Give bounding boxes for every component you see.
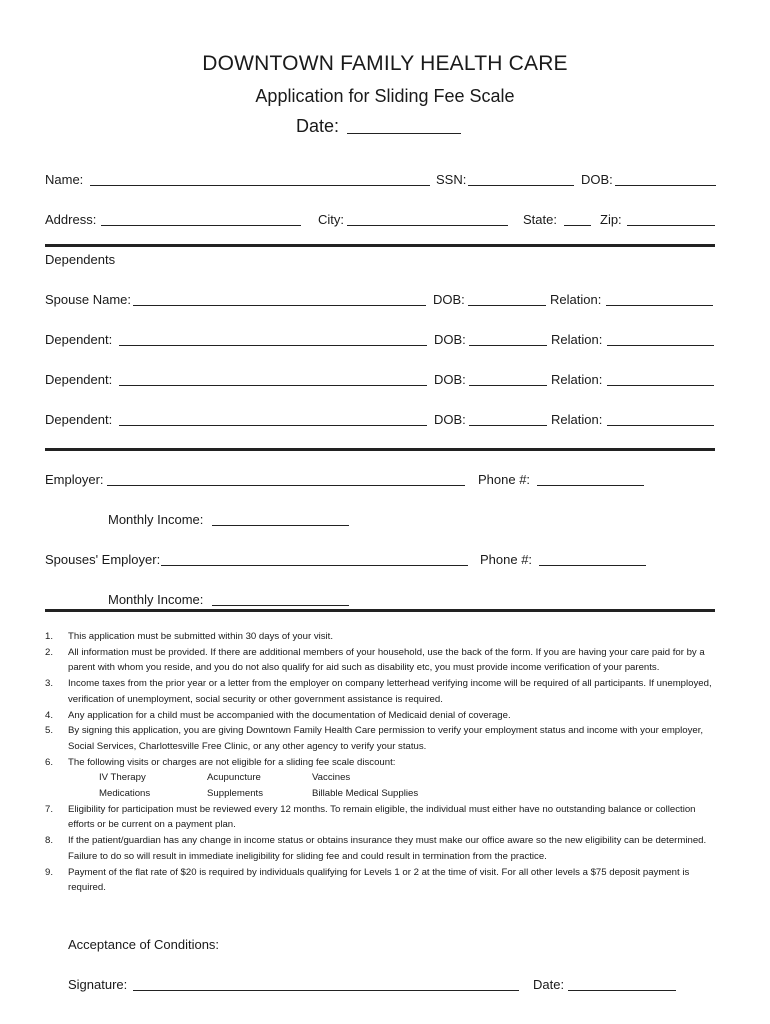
dependent-3-field[interactable] [119, 425, 427, 426]
signature-date-field[interactable] [568, 990, 676, 991]
spouse-name-field[interactable] [133, 305, 426, 306]
dependent-1-relation-field[interactable] [607, 345, 714, 346]
list-item: 7. Eligibility for participation must be reviewed every 12 months. To remain eligible, the individual must either have no outstanding balance or collection efforts or be current on a payment plan. [45, 803, 696, 831]
employer-phone-label: Phone #: [478, 472, 531, 487]
address-label: Address: [45, 212, 97, 227]
list-item: 6. The following visits or charges are not eligible for a sliding fee scale discount: [45, 756, 396, 768]
dependent-1-label: Dependent: [45, 332, 113, 347]
list-item: 5. By signing this application, you are giving Downtown Family Health Care permission to verify your employment status and income with your employer, Social Services, Charlottesville Free Clinic, or any other agency to verify your status. [45, 725, 704, 752]
header-date-label: Date: [296, 116, 340, 136]
exclusions-row: IV Therapy Acupuncture Vaccines [99, 772, 351, 784]
conditions-list [45, 629, 717, 896]
spouse-monthly-income-field[interactable] [212, 605, 349, 606]
state-field[interactable] [564, 225, 591, 226]
dependent-3-label: Dependent: [45, 412, 113, 427]
dependent-2-relation-field[interactable] [607, 385, 714, 386]
spouse-employer-label: Spouses' Employer: [45, 552, 161, 567]
list-item: 2. All information must be provided. If there are additional members of your household, use the back of the form. If you are having your care paid for by a parent with whom you reside, and you do not also qualify for aid such as disability etc, you must provide income verification of your parents. [45, 646, 705, 674]
list-item: 3. Income taxes from the prior year or a letter from the employer on company letterhead verifying income will be required of all participants. If unemployed, verification of unemployment, social security or other government assistance is required. [45, 678, 712, 705]
name-field[interactable] [90, 185, 430, 186]
spouse-dob-field[interactable] [468, 305, 546, 306]
state-label: State: [523, 212, 557, 227]
spouse-phone-label: Phone #: [480, 552, 533, 567]
monthly-income-field[interactable] [212, 525, 349, 526]
dependent-2-label: Dependent: [45, 372, 113, 387]
spouse-employer-field[interactable] [161, 565, 468, 566]
dependent-2-dob-field[interactable] [469, 385, 547, 386]
dependent-2-field[interactable] [119, 385, 427, 386]
dob-field[interactable] [615, 185, 716, 186]
dependent-3-dob-label: DOB: [434, 412, 466, 427]
dependent-3-relation-field[interactable] [607, 425, 714, 426]
section-divider [45, 448, 715, 451]
name-label: Name: [45, 172, 84, 187]
zip-field[interactable] [627, 225, 715, 226]
zip-label: Zip: [600, 212, 622, 227]
dependent-2-dob-label: DOB: [434, 372, 466, 387]
section-divider [45, 609, 715, 612]
dependent-1-dob-field[interactable] [469, 345, 547, 346]
spouse-monthly-income-label: Monthly Income: [108, 592, 204, 607]
list-item: 9. Payment of the flat rate of $20 is required by individuals qualifying for Levels 1 or 2 at the time of visit. For all other levels a $75 deposit payment is required. [45, 866, 690, 894]
dependent-1-dob-label: DOB: [434, 332, 466, 347]
city-field[interactable] [347, 225, 508, 226]
city-label: City: [318, 212, 344, 227]
spouse-name-label: Spouse Name: [45, 292, 131, 307]
dependent-3-relation-label: Relation: [551, 412, 603, 427]
form-subtitle: Application for Sliding Fee Scale [255, 86, 515, 106]
exclusions-row: Medications Supplements Billable Medical Supplies [99, 788, 419, 800]
address-field[interactable] [101, 225, 301, 226]
dependent-3-dob-field[interactable] [469, 425, 547, 426]
spouse-dob-label: DOB: [433, 292, 465, 307]
spouse-phone-field[interactable] [539, 565, 646, 566]
ssn-label: SSN: [436, 172, 467, 187]
section-divider [45, 244, 715, 247]
dependent-1-field[interactable] [119, 345, 427, 346]
signature-field[interactable] [133, 990, 519, 991]
dependent-1-relation-label: Relation: [551, 332, 603, 347]
dob-label: DOB: [581, 172, 613, 187]
form-title: DOWNTOWN FAMILY HEALTH CARE [202, 52, 568, 75]
list-item: 1. This application must be submitted within 30 days of your visit. [45, 631, 334, 642]
list-item: 8. If the patient/guardian has any change in income status or obtains insurance they must make our office aware so the new eligibility can be determined. Failure to do so will result in immediate ineligibility for sliding fee and could result in termination from the practice. [45, 835, 707, 862]
signature-date-label: Date: [533, 977, 565, 992]
acceptance-heading: Acceptance of Conditions: [68, 937, 220, 952]
employer-phone-field[interactable] [537, 485, 644, 486]
list-item: 4. Any application for a child must be accompanied with the documentation of Medicaid denial of coverage. [45, 709, 511, 721]
employer-label: Employer: [45, 472, 104, 487]
monthly-income-label: Monthly Income: [108, 512, 204, 527]
employer-field[interactable] [107, 485, 465, 486]
header-date-field[interactable] [347, 133, 461, 134]
spouse-relation-field[interactable] [606, 305, 713, 306]
spouse-relation-label: Relation: [550, 292, 602, 307]
dependents-heading: Dependents [45, 252, 116, 267]
ssn-field[interactable] [468, 185, 574, 186]
signature-label: Signature: [68, 977, 128, 992]
dependent-2-relation-label: Relation: [551, 372, 603, 387]
